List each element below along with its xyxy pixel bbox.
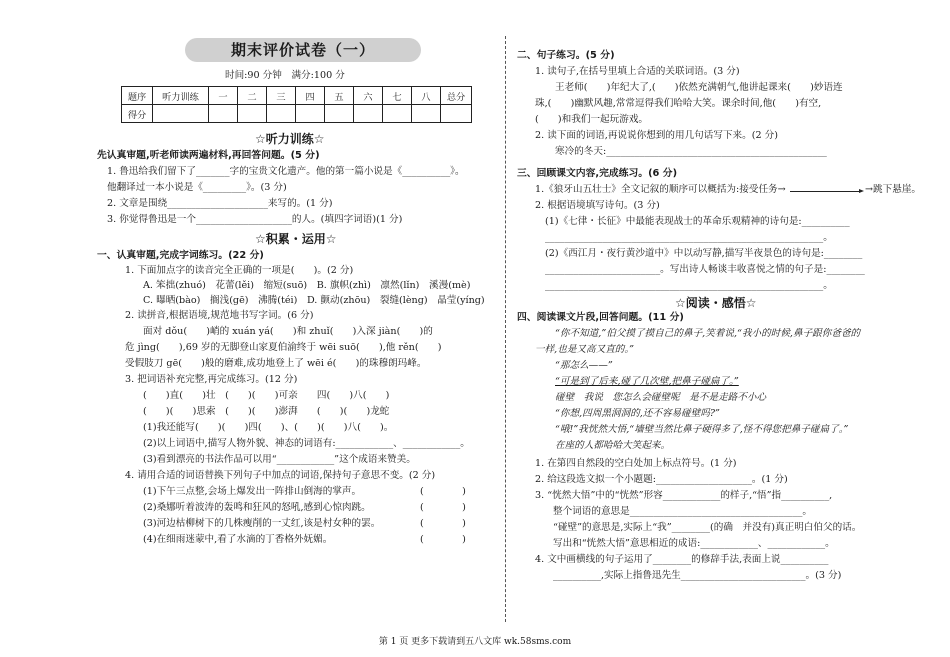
score-blank[interactable] (209, 105, 238, 123)
question-text: →跳下悬崖。 (865, 184, 922, 195)
answer-parens[interactable]: ( ) (420, 502, 466, 513)
score-table (121, 86, 472, 123)
score-cell: 五 (325, 87, 354, 105)
section-heading: 四、阅读课文片段,回答问题。(11 分) (517, 312, 684, 323)
pinyin-line: 面对 dǒu( )峭的 xuán yá( )和 zhuǐ( )入深 jiàn( )的 (143, 326, 433, 337)
question-text: __________,实际上指鲁迅先生__________________________。(3 分) (553, 570, 842, 581)
accumulation-title: ☆积累・运用☆ (255, 232, 337, 246)
passage-line: 在座的人都哈哈大笑起来。 (555, 440, 671, 451)
sentence-line: (4)在细雨迷蒙中,看了水滴的丁香格外妩媚。 (143, 534, 333, 545)
question-text: 1. 在第四自然段的空白处加上标点符号。(1 分) (535, 458, 737, 469)
option-line: C. 曝晒(bào) 搁浅(gē) 沸腾(téi) D. 颤动(zhōu) 裂缝(lèng) 晶莹(yíng) (143, 295, 485, 306)
reading-title: ☆阅读・感悟☆ (675, 296, 757, 310)
page-footer: 第 1 页 更多下载请到五八文库 wk.58sms.com (378, 637, 572, 647)
listening-intro: 先认真审题,听老师读两遍材料,再回答问题。(5 分) (97, 150, 320, 161)
option-line: A. 笨拙(zhuó) 花蕾(lěi) 缩短(suō) B. 旗帜(zhì) 凛然(lǐn) 溪漫(mè) (143, 280, 471, 291)
question-text: 2. 文章是围绕_____________________来写的。(1 分) (107, 198, 333, 209)
question-text: 3. “恍然大悟”中的“恍然”形容____________的样子,“悟”指__________, (535, 490, 833, 501)
score-blank[interactable] (412, 105, 441, 123)
question-text: 1. 读句子,在括号里填上合适的关联词语。(3 分) (535, 66, 740, 77)
passage-line: 碰壁 我说 您怎么会碰壁呢 是不是走路不小心 (555, 392, 767, 403)
score-cell: 一 (209, 87, 238, 105)
pinyin-line: 受假肢刀 gē( )般的磨难,成功地登上了 wēi é( )的珠穆朗玛峰。 (125, 358, 427, 369)
idiom-line: (1)我还能写( )( )四( )、( )( )八( )。 (143, 422, 394, 433)
column-divider (505, 36, 506, 622)
answer-line[interactable]: 寒冷的冬天:______________________________________________ (555, 146, 827, 157)
question-text: 整个词语的意思是____________________________________。 (553, 506, 813, 517)
sentence-line: ( )和我们一起玩游戏。 (535, 114, 649, 125)
question-text: 3. 把词语补充完整,再完成练习。(12 分) (125, 374, 298, 385)
section-heading: 二、句子练习。(5 分) (517, 50, 615, 61)
pinyin-line: 危 jìng( ),69 岁的无脚登山家夏伯渝终于 wēi suō( ),他 rěn( ) (125, 342, 442, 353)
score-blank[interactable] (267, 105, 296, 123)
sentence-line: (1)下午三点整,会场上爆发出一阵排山倒海的掌声。 (143, 486, 362, 497)
question-text: 他翻译过一本小说是《_________》。(3 分) (107, 182, 287, 193)
answer-parens[interactable]: ( ) (420, 486, 466, 497)
poem-line[interactable]: __________________________________________________________。 (545, 280, 833, 291)
score-cell: 总分 (441, 87, 472, 105)
score-blank[interactable] (383, 105, 412, 123)
sentence-line: 珠,( )幽默风趣,常常逗得我们哈哈大笑。课余时间,他( )有空, (535, 98, 822, 109)
score-cell: 听力训练 (153, 87, 209, 105)
answer-parens[interactable]: ( ) (420, 518, 466, 529)
question-text: 1. 下面加点字的读音完全正确的一项是( )。(2 分) (125, 265, 354, 276)
arrow-blank[interactable] (790, 191, 860, 192)
score-blank[interactable] (238, 105, 267, 123)
score-table-header-row (122, 87, 472, 105)
passage-line: “哦!”我恍然大悟,“墙壁当然比鼻子硬得多了,怪不得您把鼻子碰扁了。” (555, 424, 849, 435)
sentence-line: (3)河边枯柳树下的几株瘦削的一丈红,该是村女种的罢。 (143, 518, 381, 529)
question-text: 2. 给这段选文拟一个小题题:____________________。(1 分) (535, 474, 788, 485)
score-cell: 四 (296, 87, 325, 105)
passage-line: 一样,也是又高又直的。” (535, 344, 635, 355)
question-text: 1. 鲁迅给我们留下了_______字的宝贵文化遗产。他的第一篇小说是《__________》。 (107, 166, 465, 177)
question-text: 2. 根据语境填写诗句。(3 分) (535, 200, 660, 211)
score-cell: 六 (354, 87, 383, 105)
idiom-line: (2)以上词语中,描写人物外貌、神态的词语有:____________、____________。 (143, 438, 470, 449)
poem-line[interactable]: __________________________________________________________。 (545, 232, 833, 243)
score-cell: 三 (267, 87, 296, 105)
question-text: 4. 文中画横线的句子运用了________的修辞手法,表面上说__________ (535, 554, 829, 565)
sentence-line: 王老师( )年纪大了,( )依然充满朝气,他讲起课来( )妙语连 (555, 82, 843, 93)
listening-title: ☆听力训练☆ (255, 132, 325, 146)
score-blank[interactable] (153, 105, 209, 123)
idiom-line: (3)看到漂亮的书法作品可以用“____________”这个成语来赞美。 (143, 454, 416, 465)
exam-title: 期末评价试卷（一） (185, 38, 421, 62)
question-text: 3. 你觉得鲁迅是一个____________________的人。(填四字词语)(1 分) (107, 214, 403, 225)
passage-line-underlined: “可是到了后来,碰了几次壁,把鼻子碰扁了。” (555, 376, 739, 387)
poem-line: (2)《西江月・夜行黄沙道中》中以动写静,描写半夜景色的诗句是:________ (545, 248, 863, 259)
idiom-line: ( )直( )壮 ( )( )可亲 四( )八( ) (143, 390, 390, 401)
question-text: 2. 读拼音,根据语境,规范地书写字词。(6 分) (125, 310, 314, 321)
passage-line: “你不知道,”伯父摸了摸自己的鼻子,笑着说,“我小的时候,鼻子跟你爸爸的 (555, 328, 861, 339)
score-cell: 题序 (122, 87, 153, 105)
question-text: 写出和“恍然大悟”意思相近的成语:____________、____________。 (553, 538, 835, 549)
question-text: “碰壁”的意思是,实际上“我”________(的确 并没有)真正明白伯父的话。 (553, 522, 862, 533)
score-cell: 得分 (122, 105, 153, 123)
score-cell: 七 (383, 87, 412, 105)
section-heading: 三、回顾课文内容,完成练习。(6 分) (517, 168, 678, 179)
score-cell: 二 (238, 87, 267, 105)
idiom-line: ( )( )思索 ( )( )澎湃 ( )( )龙蛇 (143, 406, 390, 417)
passage-line: “那怎么——” (555, 360, 613, 371)
score-cell: 八 (412, 87, 441, 105)
section-heading: 一、认真审题,完成字词练习。(22 分) (97, 250, 264, 261)
score-blank[interactable] (354, 105, 383, 123)
sentence-line: (2)桑娜听着波涛的轰鸣和狂风的怒吼,感到心惊肉跳。 (143, 502, 371, 513)
score-table-score-row (122, 105, 472, 123)
score-blank[interactable] (325, 105, 354, 123)
answer-parens[interactable]: ( ) (420, 534, 466, 545)
poem-line: ________________________。写出诗人畅谈丰收喜悦之情的句子是:________ (545, 264, 865, 275)
question-text: 4. 请用合适的词语替换下列句子中加点的词语,保持句子意思不变。(2 分) (125, 470, 436, 481)
score-blank[interactable] (441, 105, 472, 123)
question-text: 1.《狼牙山五壮士》全文记叙的顺序可以概括为:接受任务→ (535, 184, 786, 195)
exam-subtitle: 时间:90 分钟 满分:100 分 (225, 70, 345, 81)
passage-line: “你想,四周黑洞洞的,还不容易碰壁吗?” (555, 408, 720, 419)
poem-line: (1)《七律・长征》中最能表现战士的革命乐观精神的诗句是:__________ (545, 216, 850, 227)
score-blank[interactable] (296, 105, 325, 123)
question-text: 2. 读下面的词语,再说说你想到的用几句话写下来。(2 分) (535, 130, 778, 141)
exam-page (95, 32, 922, 622)
